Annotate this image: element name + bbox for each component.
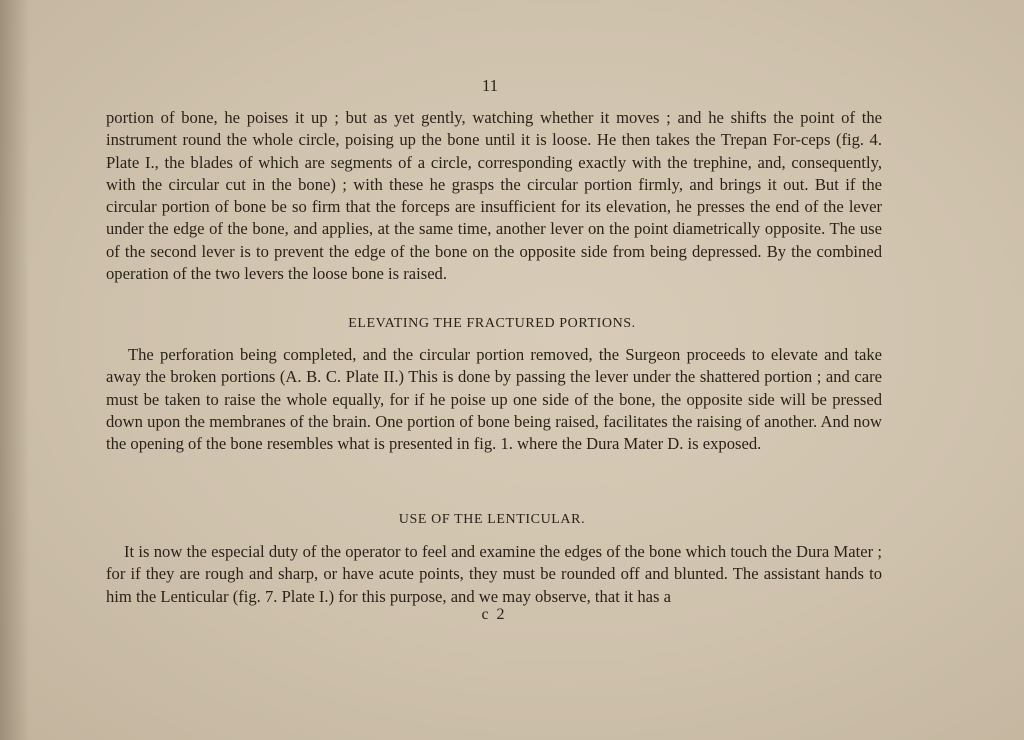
section-heading-elevating: ELEVATING THE FRACTURED PORTIONS. <box>348 316 636 331</box>
section-heading-lenticular: USE OF THE LENTICULAR. <box>398 512 586 527</box>
paragraph-lenticular: It is now the especial duty of the operator to feel and examine the edges of the bone which touch the Dura Mater ; for if they are rough and sharp, or have acute points, they must be rounded off and blunted. The assistant hands to him the Lenticular (fig. 7. Plate I.) for this purpose, and we may observe, that it has a <box>106 542 882 606</box>
signature-mark: c 2 <box>481 606 507 623</box>
paragraph-trepan-forceps: portion of bone, he poises it up ; but as yet gently, watching whether it moves ; and he shifts the point of the instrument round the whole circle, poising up the bone until it is loose. He then takes the Trepan For-ceps (fig. 4. Plate I., the blades of which are segments of a circle, corresponding exactly with the trephine, and, consequently, with the circular cut in the bone) ; with these he grasps the circular portion firmly, and brings it out. But if the circular portion of bone be so firm that the forceps are insufficient for its elevation, he presses the end of the lever under the edge of the bone, and applies, at the same time, another lever on the point diametrically opposite. The use of the second lever is to prevent the edge of the bone on the opposite side from being depressed. By the combined operation of the two levers the loose bone is raised. <box>106 108 882 284</box>
book-gutter-shadow <box>0 0 30 740</box>
paragraph-elevating: The perforation being completed, and the circular portion removed, the Surgeon proceeds to elevate and take away the broken portions (A. B. C. Plate II.) This is done by passing the lever under the shattered portion ; and care must be taken to raise the whole equally, for if he poise up one side of the bone, the opposite side will be pressed down upon the membranes of the brain. One portion of bone being raised, facilitates the raising of another. And now the opening of the bone resembles what is presented in fig. 1. where the Dura Mater D. is exposed. <box>106 345 882 454</box>
page-number: 11 <box>481 76 499 95</box>
